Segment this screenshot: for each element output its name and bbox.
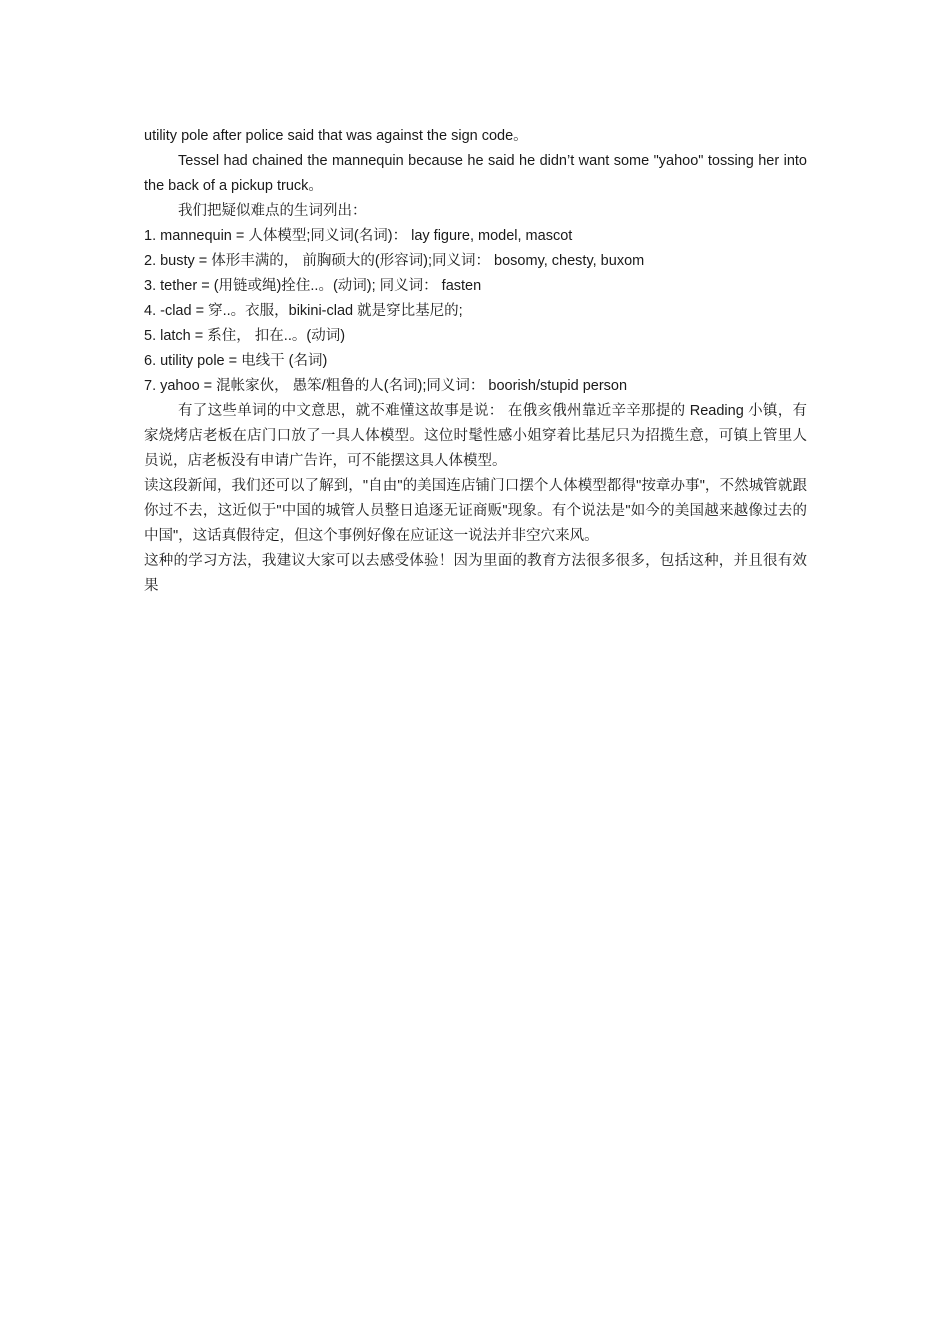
paragraph-story-summary: 有了这些单词的中文意思，就不难懂这故事是说： 在俄亥俄州靠近辛辛那提的 Reading 小镇，有家烧烤店老板在店门口放了一具人体模型。这位时髦性感小姐穿着比基尼只为招揽生意，可镇上管里人员说，店老板没有申请广告许，可不能摆这具人体模型。 — [144, 403, 807, 469]
paragraph-vocab-intro: 我们把疑似难点的生词列出： — [178, 203, 367, 219]
paragraph-continuation: utility pole after police said that was against the sign code。 — [144, 128, 528, 144]
vocab-item-clad: 4. -clad = 穿..。衣服，bikini-clad 就是穿比基尼的; — [144, 303, 463, 319]
vocab-item-busty: 2. busty = 体形丰满的， 前胸硕大的(形容词);同义词： bosomy, chesty, buxom — [144, 253, 645, 269]
paragraph-recommendation: 这种的学习方法，我建议大家可以去感受体验！因为里面的教育方法很多很多，包括这种，并且很有效果 — [144, 553, 807, 594]
vocab-item-latch: 5. latch = 系住， 扣在..。(动词) — [144, 328, 346, 344]
document-body — [144, 124, 807, 599]
vocab-item-yahoo: 7. yahoo = 混帐家伙， 愚笨/粗鲁的人(名词);同义词： boorish/stupid person — [144, 378, 628, 394]
paragraph-tessel: Tessel had chained the mannequin because he said he didn’t want some "yahoo" tossing her into the back of a pickup truck。 — [144, 153, 807, 194]
vocab-item-tether: 3. tether = (用链或绳)拴住..。(动词); 同义词： fasten — [144, 278, 482, 294]
vocab-item-mannequin: 1. mannequin = 人体模型;同义词(名词)： lay figure, model, mascot — [144, 228, 573, 244]
vocab-item-utility-pole: 6. utility pole = 电线干 (名词) — [144, 353, 328, 369]
paragraph-news-reflection: 读这段新闻，我们还可以了解到，"自由"的美国连店铺门口摆个人体模型都得"按章办事"，不然城管就跟你过不去，这近似于"中国的城管人员整日追逐无证商贩"现象。有个说法是"如今的美国越来越像过去的中国"，这话真假待定，但这个事例好像在应证这一说法并非空穴来风。 — [144, 478, 807, 544]
